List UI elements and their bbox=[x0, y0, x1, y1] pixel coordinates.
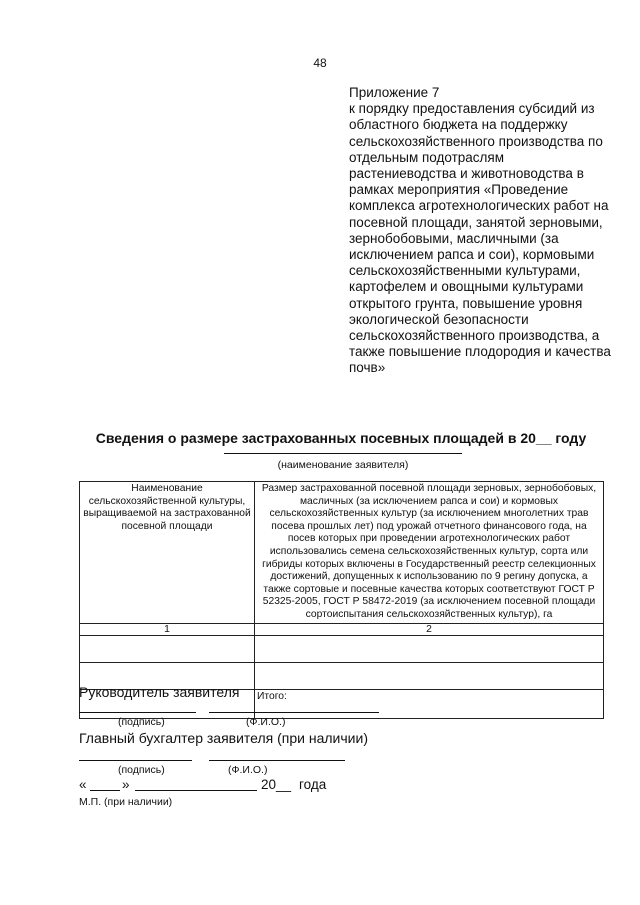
accountant-fio-line bbox=[209, 760, 345, 761]
date-quote-close: » bbox=[122, 777, 130, 792]
head-fio-caption: (Ф.И.О.) bbox=[246, 716, 286, 728]
applicant-name-caption: (наименование заявителя) bbox=[277, 459, 409, 471]
header-crop-name: Наименование сельскохозяйственной культуры, выращиваемой на застрахованной посевной площади bbox=[80, 482, 255, 624]
date-line bbox=[79, 777, 379, 795]
annex-block bbox=[349, 85, 611, 377]
head-signature-title: Руководитель заявителя bbox=[79, 684, 240, 700]
table-header-row bbox=[80, 482, 604, 624]
annex-body: к порядку предоставления субсидий из областного бюджета на поддержку сельскохозяйственного производства по отдельным подотраслям растениеводства и животноводства в рамках мероприятия «Проведение комплекса агротехнологических работ на посевной площади, занятой зерновыми, зернобобовыми, масличными (за исключением рапса и сои), кормовыми сельскохозяйственными культурами, картофелем и овощными культурами открытого грунта, повышение уровня экологической безопасности сельскохозяйственного производства, а также повышение плодородия и качества почв» bbox=[349, 101, 611, 376]
column-number: 2 bbox=[255, 623, 604, 635]
column-number: 1 bbox=[80, 623, 255, 635]
table-cell bbox=[255, 662, 604, 689]
accountant-signature-title: Главный бухгалтер заявителя (при наличии) bbox=[79, 730, 368, 746]
accountant-signature-line bbox=[79, 760, 192, 761]
stamp-note: М.П. (при наличии) bbox=[79, 796, 173, 808]
document-title: Сведения о размере застрахованных посевных площадей в 20__ году bbox=[95, 430, 587, 446]
date-month-line bbox=[135, 790, 257, 791]
table-cell bbox=[255, 635, 604, 662]
head-fio-line bbox=[209, 712, 379, 713]
table-cell bbox=[80, 635, 255, 662]
column-numbers-row bbox=[80, 623, 604, 635]
page-number: 48 bbox=[313, 56, 327, 70]
total-label: Итого: bbox=[255, 689, 604, 718]
date-year: 20__ bbox=[261, 777, 292, 792]
head-signature-caption: (подпись) bbox=[118, 716, 165, 728]
head-signature-line bbox=[79, 712, 196, 713]
accountant-signature-caption: (подпись) bbox=[118, 764, 165, 776]
annex-title: Приложение 7 bbox=[349, 85, 440, 100]
insured-area-table bbox=[79, 481, 604, 719]
date-word: года bbox=[299, 777, 327, 792]
header-insured-area: Размер застрахованной посевной площади зерновых, зернобобовых, масличных (за исключением рапса и сои) и кормовых сельскохозяйственных культур (за исключением многолетних трав посева прошлых лет) под урожай отчетного финансового года, на посев которых при проведении агротехнологических работ использовались семена сельскохозяйственных культур, сорта или гибриды которых включены в Государственный реестр селекционных достижений, допущенных к использованию по 9 регину допуска, а также сортовые и посевные качества которых соответствуют ГОСТ Р 52325-2005, ГОСТ Р 58472-2019 (за исключением посевной площади сортоиспытания сельскохозяйственных культур), га bbox=[255, 482, 604, 624]
accountant-fio-caption: (Ф.И.О.) bbox=[228, 764, 268, 776]
date-day-line bbox=[90, 790, 120, 791]
date-quote-open: « bbox=[79, 777, 87, 792]
applicant-name-line bbox=[224, 453, 462, 454]
table-row bbox=[80, 635, 604, 662]
